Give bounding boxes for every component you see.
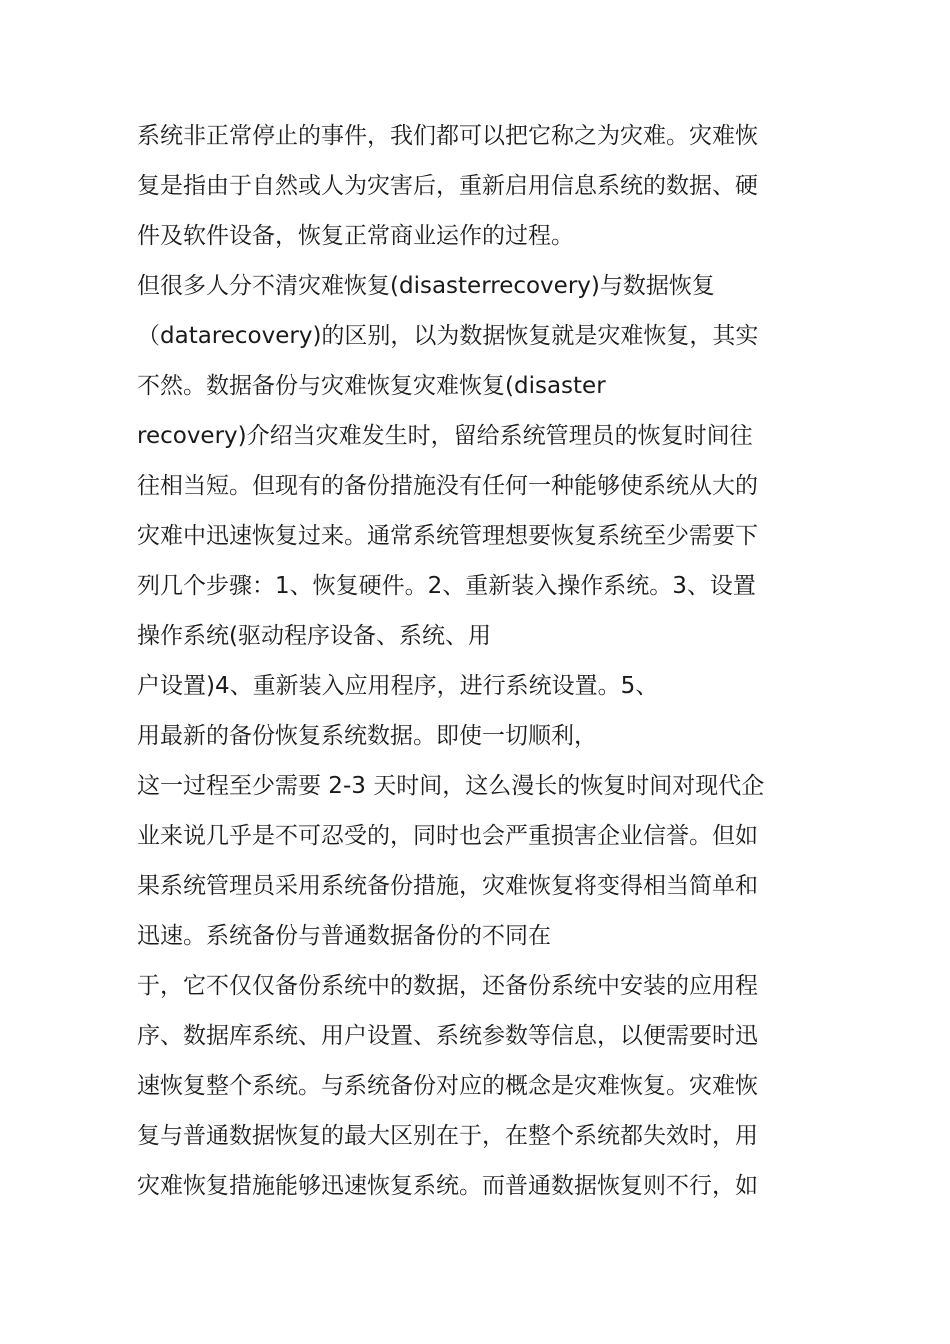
text-line: 复是指由于自然或人为灾害后，重新启用信息系统的数据、硬: [137, 173, 758, 199]
text-line: 果系统管理员采用系统备份措施，灾难恢复将变得相当简单和: [137, 873, 758, 899]
text-line: 灾难恢复措施能够迅速恢复系统。而普通数据恢复则不行，如: [137, 1173, 758, 1199]
text-line: 不然。数据备份与灾难恢复灾难恢复(disaster: [137, 373, 606, 399]
text-line: 但很多人分不清灾难恢复(disasterrecovery)与数据恢复: [137, 273, 715, 299]
text-line: 系统非正常停止的事件，我们都可以把它称之为灾难。灾难恢: [137, 123, 758, 149]
text-line: 往相当短。但现有的备份措施没有任何一种能够使系统从大的: [137, 473, 758, 499]
body-text: [137, 111, 817, 1211]
text-line: 操作系统(驱动程序设备、系统、用: [137, 623, 491, 649]
text-line: 灾难中迅速恢复过来。通常系统管理想要恢复系统至少需要下: [137, 523, 758, 549]
text-line: （datarecovery)的区别，以为数据恢复就是灾难恢复，其实: [137, 323, 759, 349]
text-line: 件及软件设备，恢复正常商业运作的过程。: [137, 223, 574, 249]
text-line: 序、数据库系统、用户设置、系统参数等信息，以便需要时迅: [137, 1023, 758, 1049]
text-line: 用最新的备份恢复系统数据。即使一切顺利，: [137, 723, 597, 749]
text-line: 速恢复整个系统。与系统备份对应的概念是灾难恢复。灾难恢: [137, 1073, 758, 1099]
text-line: 这一过程至少需要 2-3 天时间，这么漫长的恢复时间对现代企: [137, 773, 765, 799]
text-line: recovery)介绍当灾难发生时，留给系统管理员的恢复时间往: [137, 423, 753, 449]
text-line: 列几个步骤：1、恢复硬件。2、重新装入操作系统。3、设置: [137, 573, 756, 599]
text-line: 复与普通数据恢复的最大区别在于，在整个系统都失效时，用: [137, 1123, 758, 1149]
text-line: 户设置)4、重新装入应用程序，进行系统设置。5、: [137, 673, 659, 699]
text-line: 于，它不仅仅备份系统中的数据，还备份系统中安装的应用程: [137, 973, 758, 999]
text-line: 业来说几乎是不可忍受的，同时也会严重损害企业信誉。但如: [137, 823, 758, 849]
text-line: 迅速。系统备份与普通数据备份的不同在: [137, 923, 551, 949]
